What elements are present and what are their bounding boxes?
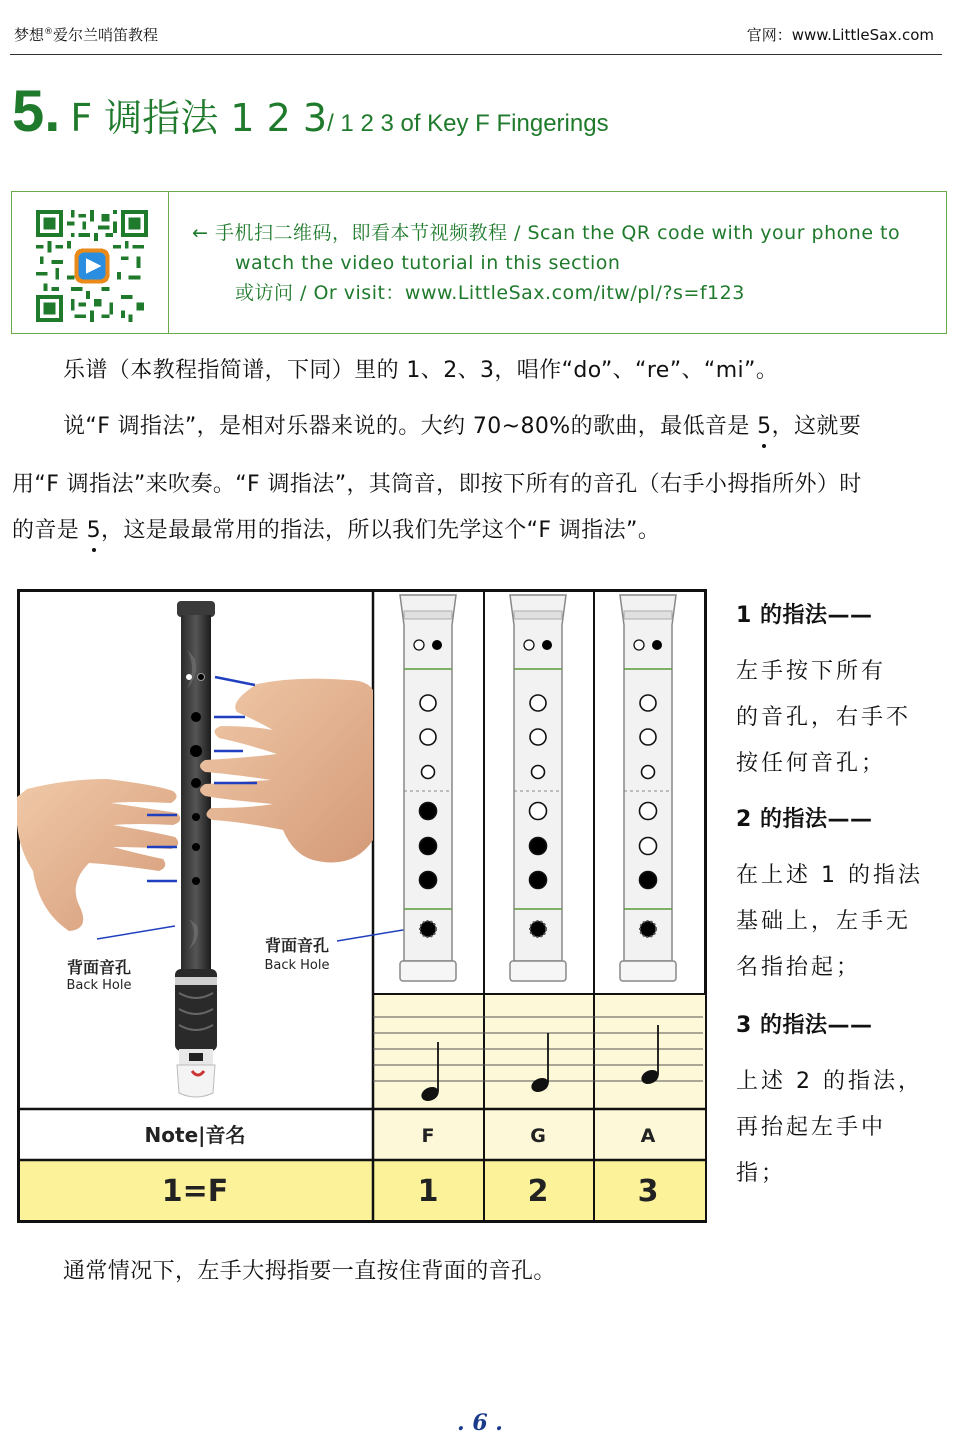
section-title: [12, 78, 609, 145]
fingering-1-heading: 1 的指法——: [736, 603, 873, 628]
finger-hole-open: [422, 766, 435, 779]
back-hole-closed: [640, 921, 656, 937]
note-name: A: [640, 1125, 656, 1147]
fingering-2-heading: 2 的指法——: [736, 807, 873, 832]
finger-hole-open: [532, 766, 545, 779]
whistle-illustration: [175, 601, 217, 1097]
back-hole-label-zh: 背面音孔: [66, 958, 132, 977]
low-note-5: 5: [86, 518, 101, 543]
fingering-1-line: 左手按下所有: [736, 659, 887, 684]
paragraph-2-cont: 用“F 调指法”来吹奏。“F 调指法”，其筒音，即按下所有的音孔（右手小拇指所外）时: [12, 472, 862, 497]
page-number: . 6 .: [457, 1410, 503, 1436]
thumb-hole-open: [634, 640, 644, 650]
paragraph-thumb-note: 通常情况下，左手大拇指要一直按住背面的音孔。: [63, 1259, 556, 1284]
finger-hole-open: [640, 838, 657, 855]
fingering-3-line: 指；: [736, 1161, 787, 1186]
finger-hole-open: [530, 695, 546, 711]
finger-hole-open: [420, 729, 436, 745]
key-label: 1=F: [161, 1174, 229, 1209]
fingering-1-line: 按任何音孔；: [736, 751, 887, 776]
paragraph-1: 乐谱（本教程指简谱，下同）里的 1、2、3，唱作“do”、“re”、“mi”。: [63, 358, 779, 383]
note-number: 2: [527, 1174, 549, 1209]
paragraph-2: 说“F 调指法”，是相对乐器来说的。大约 70~80%的歌曲，最低音是 5，这就要: [63, 414, 862, 439]
back-hole-label-zh: 背面音孔: [264, 936, 330, 955]
finger-hole-closed: [420, 803, 437, 820]
low-note-5: 5: [757, 414, 772, 439]
finger-hole-open: [530, 803, 547, 820]
back-hole-closed: [530, 921, 546, 937]
qr-instructions: [192, 218, 942, 308]
finger-hole-closed: [420, 838, 437, 855]
back-hole-closed: [420, 921, 436, 937]
section-title-en: / 1 2 3 of Key F Fingerings: [327, 110, 609, 137]
qr-line-3[interactable]: 或访问 / Or visit：www.LittleSax.com/itw/pl/?s=f123: [235, 282, 745, 304]
header-website[interactable]: 官网：www.LittleSax.com: [746, 26, 934, 44]
header-divider: [10, 54, 942, 55]
whistle-mouth: [514, 611, 562, 619]
qr-box-divider: [168, 191, 169, 334]
whistle-foot: [620, 961, 676, 981]
note-header: Note|音名: [144, 1123, 246, 1147]
fingering-2-line: 在上述 1 的指法: [736, 863, 923, 888]
section-title-zh: F 调指法 1 2 3: [70, 96, 328, 140]
finger-hole-open: [530, 729, 546, 745]
header-book-title: 梦想®爱尔兰哨笛教程: [14, 26, 159, 44]
back-hole-label-en: Back Hole: [264, 958, 330, 973]
thumb-hole-closed: [652, 640, 662, 650]
finger-hole-open: [640, 695, 656, 711]
whistle-foot: [510, 961, 566, 981]
qr-line-2: watch the video tutorial in this section: [235, 252, 621, 274]
note-name: G: [530, 1125, 546, 1147]
thumb-hole-open: [414, 640, 424, 650]
thumb-hole-open: [524, 640, 534, 650]
note-name: F: [421, 1125, 435, 1147]
fingering-2-line: 名指抬起；: [736, 955, 862, 980]
back-hole-label-en: Back Hole: [66, 978, 132, 993]
finger-hole-closed: [420, 872, 437, 889]
qr-line-1: ← 手机扫二维码，即看本节视频教程 / Scan the QR code with your phone to: [192, 222, 901, 244]
fingering-1-line: 的音孔，右手不: [736, 705, 912, 730]
finger-hole-open: [640, 729, 656, 745]
finger-hole-open: [642, 766, 655, 779]
note-number: 1: [417, 1174, 439, 1209]
finger-hole-closed: [640, 872, 657, 889]
whistle-foot: [400, 961, 456, 981]
paragraph-2-end: 的音是 5，这是最最常用的指法，所以我们先学这个“F 调指法”。: [12, 518, 661, 543]
fingering-3-heading: 3 的指法——: [736, 1013, 873, 1038]
finger-hole-open: [640, 803, 657, 820]
fingering-3-line: 上述 2 的指法，: [736, 1069, 923, 1094]
finger-hole-open: [420, 695, 436, 711]
thumb-hole-closed: [432, 640, 442, 650]
fingering-2-line: 基础上，左手无: [736, 909, 912, 934]
whistle-mouth: [404, 611, 452, 619]
whistle-mouth: [624, 611, 672, 619]
note-number: 3: [637, 1174, 659, 1209]
finger-hole-closed: [530, 872, 547, 889]
fingering-chart: [17, 589, 707, 1223]
thumb-hole-closed: [542, 640, 552, 650]
qr-code-image[interactable]: [36, 210, 148, 322]
finger-hole-closed: [530, 838, 547, 855]
fingering-3-line: 再抬起左手中: [736, 1115, 887, 1140]
section-number: 5.: [12, 79, 61, 144]
